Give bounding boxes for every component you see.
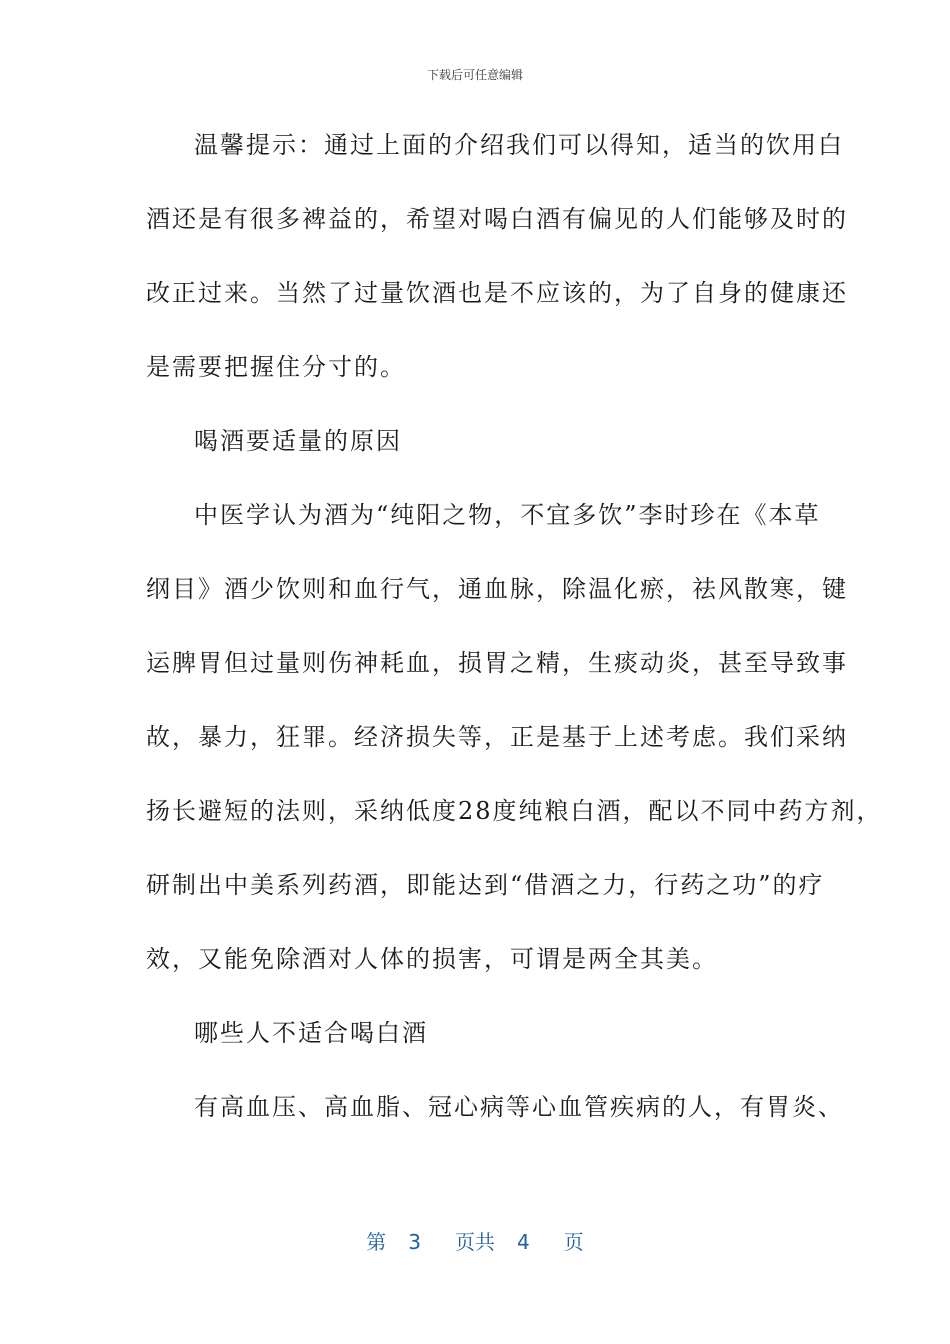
footer-suffix: 页 <box>563 1230 584 1254</box>
paragraph-line: 有高血压、高血脂、冠心病等心血管疾病的人，有胃炎、 <box>194 1093 844 1121</box>
document-body <box>146 122 883 1158</box>
paragraph-line: 温馨提示：通过上面的介绍我们可以得知，适当的饮用白 <box>194 131 844 159</box>
paragraph-line: 酒还是有很多裨益的，希望对喝白酒有偏见的人们能够及时的 <box>146 205 848 233</box>
paragraph-line: 中医学认为酒为“纯阳之物，不宜多饮”李时珍在《本草 <box>194 501 821 529</box>
paragraph-line: 扬长避短的法则，采纳低度28度纯粮白酒，配以不同中药方剂， <box>146 797 883 825</box>
current-page-number: 3 <box>408 1230 421 1254</box>
paragraph-line: 改正过来。当然了过量饮酒也是不应该的，为了自身的健康还 <box>146 279 848 307</box>
paragraph-line: 效，又能免除酒对人体的损害，可谓是两全其美。 <box>146 945 718 973</box>
section-heading: 喝酒要适量的原因 <box>194 427 402 455</box>
total-pages-number: 4 <box>517 1230 530 1254</box>
footer-middle: 页共 <box>455 1230 495 1254</box>
paragraph-line: 纲目》酒少饮则和血行气，通血脉，除温化瘀，祛风散寒，键 <box>146 575 848 603</box>
paragraph-line: 是需要把握住分寸的。 <box>146 353 406 381</box>
paragraph-line: 运脾胃但过量则伤神耗血，损胃之精，生痰动炎，甚至导致事 <box>146 649 848 677</box>
page-footer <box>0 1226 950 1255</box>
section-heading: 哪些人不适合喝白酒 <box>194 1019 428 1047</box>
footer-prefix: 第 <box>366 1230 387 1254</box>
page-header-note: 下载后可任意编辑 <box>426 68 523 82</box>
paragraph-line: 研制出中美系列药酒，即能达到“借酒之力，行药之功”的疗 <box>146 871 825 899</box>
paragraph-line: 故，暴力，狂罪。经济损失等，正是基于上述考虑。我们采纳 <box>146 723 848 751</box>
